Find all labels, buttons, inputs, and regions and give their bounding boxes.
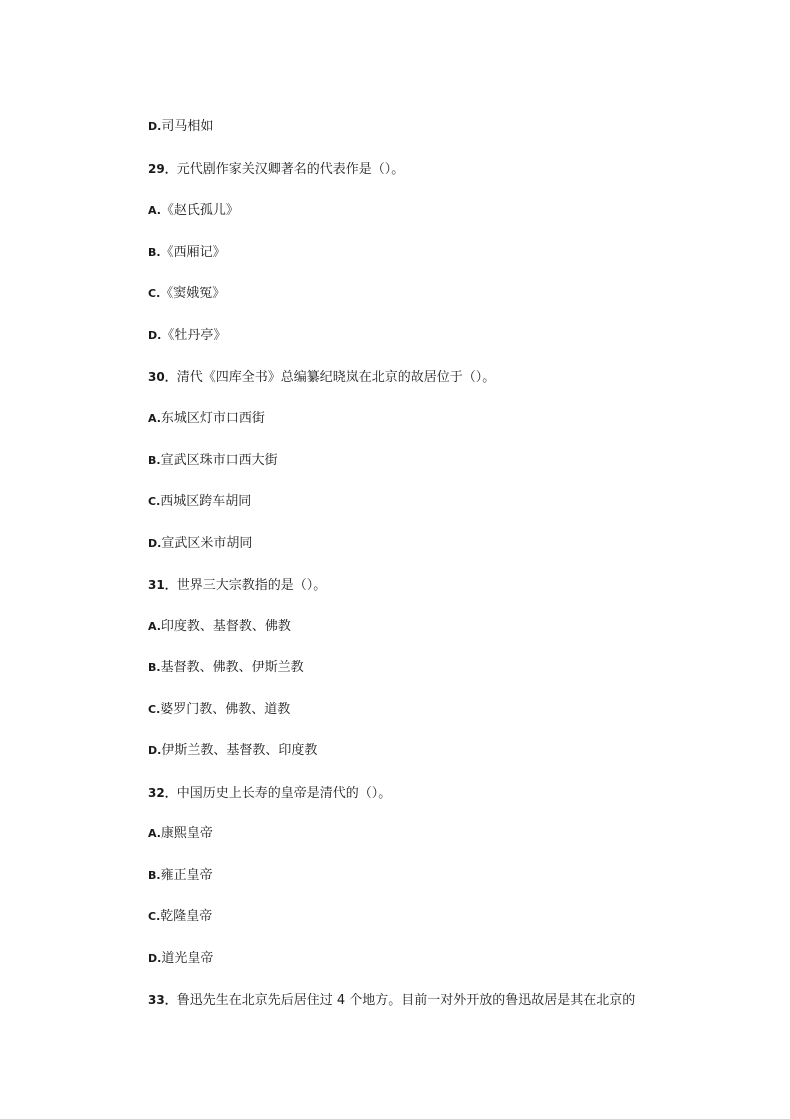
option-letter: D.	[148, 537, 162, 550]
question-line	[148, 160, 404, 179]
option-letter: C.	[148, 703, 161, 716]
question-line	[148, 784, 391, 803]
option-text: 宣武区米市胡同	[161, 536, 253, 551]
option-line	[148, 410, 265, 428]
option-text: 《西厢记》	[160, 245, 226, 260]
question-text: 元代剧作家关汉卿著名的代表作是（）。	[176, 162, 405, 177]
option-line	[148, 535, 252, 553]
option-text: 康熙皇帝	[160, 826, 213, 841]
question-number: 33．	[148, 993, 177, 1007]
option-line	[148, 659, 304, 677]
question-number: 30．	[148, 370, 177, 384]
option-text: 司马相如	[161, 119, 214, 134]
option-line	[148, 118, 213, 136]
option-letter: C.	[148, 287, 161, 300]
option-letter: B.	[148, 869, 161, 882]
option-text: 印度教、基督教、佛教	[160, 619, 291, 634]
question-text: 世界三大宗教指的是（）。	[176, 578, 327, 593]
option-line	[148, 701, 290, 719]
option-line	[148, 452, 278, 470]
option-line	[148, 908, 212, 926]
option-letter: A.	[148, 412, 161, 425]
option-text: 宣武区珠市口西大街	[160, 453, 278, 468]
option-letter: C.	[148, 910, 161, 923]
option-line	[148, 285, 225, 303]
option-letter: D.	[148, 744, 162, 757]
option-letter: B.	[148, 246, 161, 259]
question-number: 31．	[148, 578, 177, 592]
option-text: 基督教、佛教、伊斯兰教	[160, 660, 304, 675]
question-line	[148, 368, 495, 387]
option-text: 伊斯兰教、基督教、印度教	[161, 743, 318, 758]
option-letter: D.	[148, 952, 162, 965]
option-text: 《牡丹亭》	[161, 328, 227, 343]
option-line	[148, 825, 213, 843]
option-letter: A.	[148, 827, 161, 840]
option-letter: D.	[148, 120, 162, 133]
option-letter: B.	[148, 454, 161, 467]
option-text: 乾隆皇帝	[160, 909, 213, 924]
option-text: 婆罗门教、佛教、道教	[160, 702, 291, 717]
option-line	[148, 950, 213, 968]
option-letter: D.	[148, 329, 162, 342]
option-line	[148, 618, 291, 636]
question-text: 鲁迅先生在北京先后居住过 4 个地方。目前一对外开放的鲁迅故居是其在北京的	[176, 993, 636, 1008]
option-letter: C.	[148, 495, 161, 508]
question-line	[148, 576, 326, 595]
question-number: 32．	[148, 786, 177, 800]
option-line	[148, 327, 226, 345]
option-text: 雍正皇帝	[160, 868, 213, 883]
question-text: 中国历史上长寿的皇帝是清代的（）。	[176, 786, 392, 801]
option-letter: A.	[148, 620, 161, 633]
option-text: 《窦娥冤》	[160, 286, 226, 301]
option-text: 道光皇帝	[161, 951, 214, 966]
question-text: 清代《四库全书》总编纂纪晓岚在北京的故居位于（）。	[176, 370, 496, 385]
question-line	[148, 991, 635, 1010]
option-line	[148, 742, 317, 760]
option-letter: A.	[148, 204, 161, 217]
option-line	[148, 867, 213, 885]
option-line	[148, 202, 239, 220]
option-line	[148, 244, 226, 262]
option-letter: B.	[148, 661, 161, 674]
option-line	[148, 493, 251, 511]
option-text: 《赵氏孤儿》	[160, 203, 239, 218]
option-text: 东城区灯市口西街	[160, 411, 265, 426]
option-text: 西城区跨车胡同	[160, 494, 252, 509]
question-number: 29．	[148, 162, 177, 176]
